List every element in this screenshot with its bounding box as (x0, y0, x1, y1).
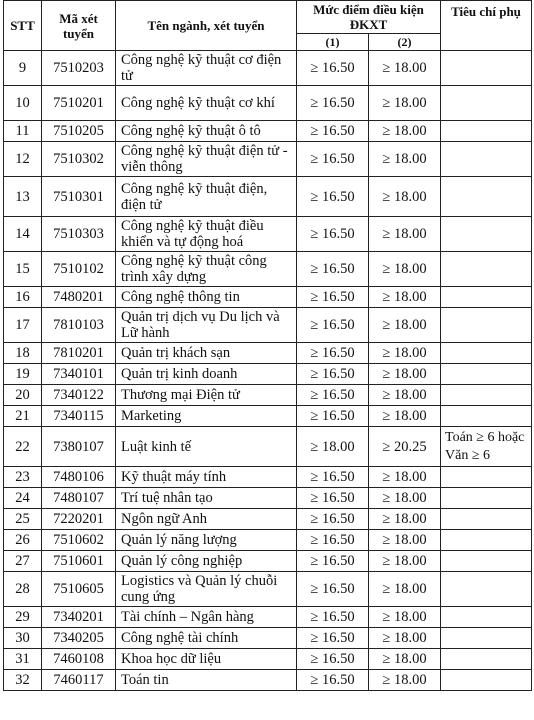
table-row (4, 308, 532, 343)
row-score-1: ≥ 16.50 (297, 530, 369, 551)
row-code: 7510601 (42, 551, 116, 572)
row-name: Thương mại Điện tử (116, 385, 297, 406)
table-row (4, 406, 532, 427)
row-name: Trí tuệ nhân tạo (116, 488, 297, 509)
row-stt: 29 (4, 607, 42, 628)
row-code: 7510303 (42, 217, 116, 252)
table-row (4, 488, 532, 509)
row-score-1: ≥ 16.50 (297, 177, 369, 217)
row-stt: 18 (4, 343, 42, 364)
row-score-1: ≥ 16.50 (297, 649, 369, 670)
row-stt: 32 (4, 670, 42, 691)
row-stt: 23 (4, 467, 42, 488)
row-stt: 15 (4, 252, 42, 287)
row-score-1: ≥ 16.50 (297, 51, 369, 86)
row-code: 7380107 (42, 427, 116, 467)
row-criteria (441, 649, 532, 670)
header-score: Mức điểm điều kiện ĐKXT (297, 1, 441, 34)
row-score-2: ≥ 18.00 (369, 308, 441, 343)
row-score-1: ≥ 16.50 (297, 509, 369, 530)
row-name: Quản trị kinh doanh (116, 364, 297, 385)
row-code: 7340122 (42, 385, 116, 406)
row-name: Toán tin (116, 670, 297, 691)
row-name: Công nghệ tài chính (116, 628, 297, 649)
row-score-1: ≥ 16.50 (297, 86, 369, 121)
header-stt: STT (4, 1, 42, 51)
row-name: Công nghệ kỹ thuật điện, điện tử (116, 177, 297, 217)
row-criteria (441, 572, 532, 607)
row-code: 7460117 (42, 670, 116, 691)
table-row (4, 649, 532, 670)
table-row (4, 427, 532, 467)
table-row (4, 551, 532, 572)
row-score-2: ≥ 18.00 (369, 121, 441, 142)
admission-score-table (3, 0, 532, 691)
table-row (4, 217, 532, 252)
row-stt: 30 (4, 628, 42, 649)
row-stt: 14 (4, 217, 42, 252)
row-name: Công nghệ kỹ thuật điều khiển và tự động hoá (116, 217, 297, 252)
row-code: 7510201 (42, 86, 116, 121)
row-criteria (441, 121, 532, 142)
row-score-2: ≥ 18.00 (369, 572, 441, 607)
row-score-1: ≥ 16.50 (297, 628, 369, 649)
row-code: 7510605 (42, 572, 116, 607)
row-score-2: ≥ 18.00 (369, 385, 441, 406)
row-code: 7510203 (42, 51, 116, 86)
row-name: Luật kinh tế (116, 427, 297, 467)
row-criteria (441, 551, 532, 572)
row-name: Công nghệ kỹ thuật cơ khí (116, 86, 297, 121)
header-code: Mã xét tuyển (42, 1, 116, 51)
row-score-2: ≥ 18.00 (369, 551, 441, 572)
table-row (4, 530, 532, 551)
row-criteria (441, 385, 532, 406)
row-criteria (441, 488, 532, 509)
row-code: 7510205 (42, 121, 116, 142)
row-score-1: ≥ 16.50 (297, 343, 369, 364)
table-row (4, 467, 532, 488)
row-score-2: ≥ 18.00 (369, 142, 441, 177)
row-criteria (441, 287, 532, 308)
row-criteria: Toán ≥ 6 hoặc Văn ≥ 6 (441, 427, 532, 467)
row-stt: 26 (4, 530, 42, 551)
row-criteria (441, 86, 532, 121)
row-code: 7340201 (42, 607, 116, 628)
row-code: 7340115 (42, 406, 116, 427)
row-score-2: ≥ 18.00 (369, 467, 441, 488)
row-score-2: ≥ 18.00 (369, 343, 441, 364)
row-criteria (441, 509, 532, 530)
row-score-1: ≥ 18.00 (297, 427, 369, 467)
row-criteria (441, 364, 532, 385)
row-stt: 25 (4, 509, 42, 530)
header-col1: (1) (297, 34, 369, 51)
row-criteria (441, 530, 532, 551)
row-score-1: ≥ 16.50 (297, 287, 369, 308)
row-code: 7480201 (42, 287, 116, 308)
row-name: Quản lý công nghiệp (116, 551, 297, 572)
row-criteria (441, 177, 532, 217)
row-score-1: ≥ 16.50 (297, 467, 369, 488)
row-name: Công nghệ kỹ thuật điện tử - viễn thông (116, 142, 297, 177)
row-stt: 16 (4, 287, 42, 308)
row-code: 7340101 (42, 364, 116, 385)
row-score-1: ≥ 16.50 (297, 551, 369, 572)
table-row (4, 670, 532, 691)
row-code: 7510301 (42, 177, 116, 217)
row-code: 7810103 (42, 308, 116, 343)
row-score-2: ≥ 18.00 (369, 509, 441, 530)
row-stt: 9 (4, 51, 42, 86)
row-score-2: ≥ 18.00 (369, 364, 441, 385)
table-row (4, 509, 532, 530)
table-row (4, 287, 532, 308)
table-row (4, 252, 532, 287)
table-row (4, 121, 532, 142)
row-name: Quản lý năng lượng (116, 530, 297, 551)
row-score-1: ≥ 16.50 (297, 607, 369, 628)
row-code: 7510602 (42, 530, 116, 551)
row-score-1: ≥ 16.50 (297, 252, 369, 287)
row-stt: 12 (4, 142, 42, 177)
table-row (4, 572, 532, 607)
row-score-1: ≥ 16.50 (297, 488, 369, 509)
table-row (4, 385, 532, 406)
row-criteria (441, 142, 532, 177)
row-score-1: ≥ 16.50 (297, 364, 369, 385)
row-stt: 31 (4, 649, 42, 670)
row-name: Công nghệ kỹ thuật công trình xây dựng (116, 252, 297, 287)
row-score-1: ≥ 16.50 (297, 217, 369, 252)
row-code: 7220201 (42, 509, 116, 530)
header-criteria: Tiêu chí phụ (441, 1, 532, 51)
row-criteria (441, 406, 532, 427)
row-score-2: ≥ 18.00 (369, 406, 441, 427)
header-col2: (2) (369, 34, 441, 51)
row-code: 7810201 (42, 343, 116, 364)
row-score-2: ≥ 18.00 (369, 217, 441, 252)
row-score-1: ≥ 16.50 (297, 121, 369, 142)
row-stt: 27 (4, 551, 42, 572)
row-stt: 21 (4, 406, 42, 427)
row-criteria (441, 343, 532, 364)
row-score-2: ≥ 18.00 (369, 252, 441, 287)
row-criteria (441, 628, 532, 649)
row-score-2: ≥ 18.00 (369, 177, 441, 217)
row-score-2: ≥ 18.00 (369, 607, 441, 628)
row-name: Kỹ thuật máy tính (116, 467, 297, 488)
row-score-2: ≥ 18.00 (369, 670, 441, 691)
row-score-2: ≥ 18.00 (369, 51, 441, 86)
row-name: Quản trị dịch vụ Du lịch và Lữ hành (116, 308, 297, 343)
row-criteria (441, 252, 532, 287)
row-name: Tài chính – Ngân hàng (116, 607, 297, 628)
row-criteria (441, 607, 532, 628)
row-name: Công nghệ kỹ thuật ô tô (116, 121, 297, 142)
row-stt: 11 (4, 121, 42, 142)
row-score-2: ≥ 18.00 (369, 530, 441, 551)
row-criteria (441, 217, 532, 252)
row-code: 7340205 (42, 628, 116, 649)
table-row (4, 142, 532, 177)
table-row (4, 177, 532, 217)
row-name: Ngôn ngữ Anh (116, 509, 297, 530)
row-name: Marketing (116, 406, 297, 427)
row-score-2: ≥ 18.00 (369, 649, 441, 670)
table-row (4, 364, 532, 385)
row-stt: 22 (4, 427, 42, 467)
row-score-1: ≥ 16.50 (297, 142, 369, 177)
row-stt: 24 (4, 488, 42, 509)
row-code: 7480106 (42, 467, 116, 488)
row-code: 7510302 (42, 142, 116, 177)
table-row (4, 343, 532, 364)
row-stt: 13 (4, 177, 42, 217)
header-name: Tên ngành, xét tuyển (116, 1, 297, 51)
row-code: 7460108 (42, 649, 116, 670)
row-score-1: ≥ 16.50 (297, 308, 369, 343)
row-score-2: ≥ 18.00 (369, 86, 441, 121)
table-row (4, 51, 532, 86)
table-row (4, 628, 532, 649)
row-score-1: ≥ 16.50 (297, 572, 369, 607)
row-score-1: ≥ 16.50 (297, 406, 369, 427)
row-name: Công nghệ thông tin (116, 287, 297, 308)
row-criteria (441, 308, 532, 343)
row-criteria (441, 467, 532, 488)
row-stt: 10 (4, 86, 42, 121)
row-stt: 19 (4, 364, 42, 385)
row-stt: 28 (4, 572, 42, 607)
row-name: Quản trị khách sạn (116, 343, 297, 364)
row-code: 7510102 (42, 252, 116, 287)
row-code: 7480107 (42, 488, 116, 509)
row-stt: 20 (4, 385, 42, 406)
row-score-2: ≥ 18.00 (369, 488, 441, 509)
row-stt: 17 (4, 308, 42, 343)
row-name: Công nghệ kỹ thuật cơ điện tử (116, 51, 297, 86)
table-row (4, 607, 532, 628)
row-name: Khoa học dữ liệu (116, 649, 297, 670)
row-score-1: ≥ 16.50 (297, 385, 369, 406)
row-name: Logistics và Quản lý chuỗi cung ứng (116, 572, 297, 607)
row-score-1: ≥ 16.50 (297, 670, 369, 691)
row-score-2: ≥ 18.00 (369, 628, 441, 649)
row-score-2: ≥ 18.00 (369, 287, 441, 308)
table-row (4, 86, 532, 121)
row-criteria (441, 51, 532, 86)
row-criteria (441, 670, 532, 691)
row-score-2: ≥ 20.25 (369, 427, 441, 467)
